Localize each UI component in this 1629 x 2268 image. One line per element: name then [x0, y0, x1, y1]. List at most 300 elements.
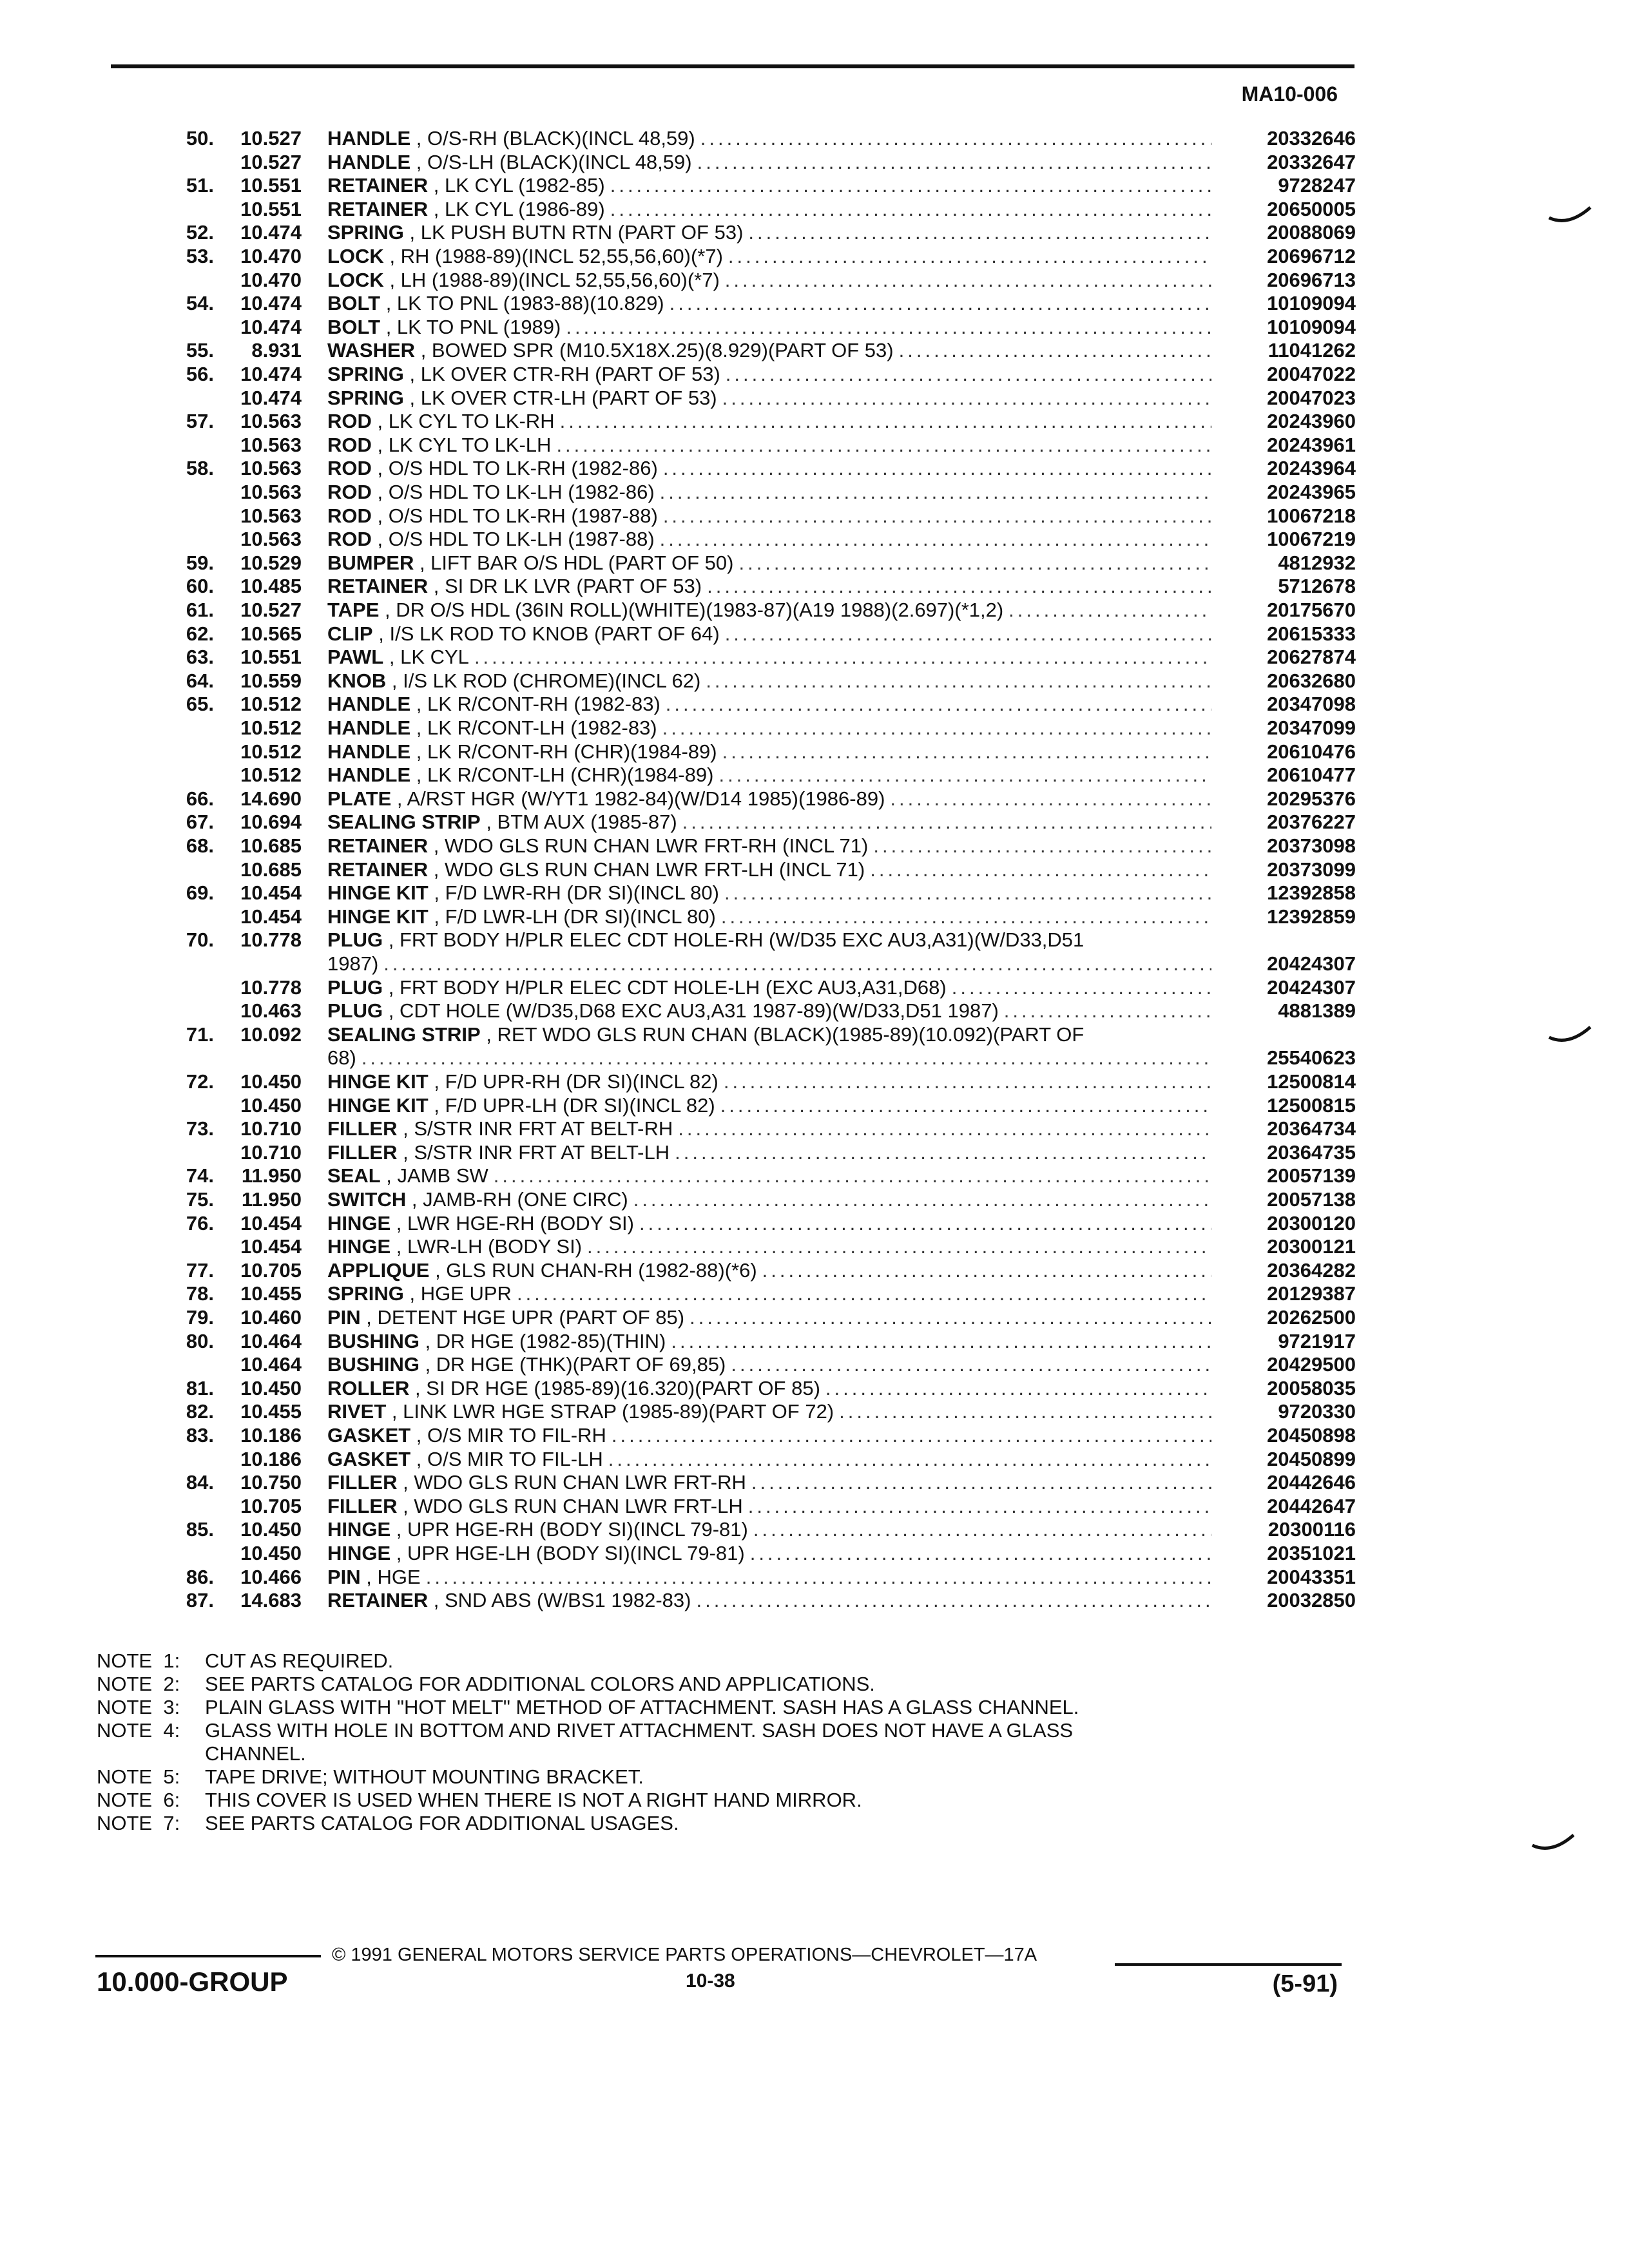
leader-dots — [610, 174, 1211, 197]
group-number: 10.694 — [240, 811, 302, 834]
part-description — [327, 198, 1211, 221]
leader-dots — [726, 363, 1211, 386]
part-description — [327, 1495, 1211, 1518]
part-description — [327, 292, 1211, 315]
part-name: BOLT — [327, 315, 381, 338]
part-row — [0, 834, 1629, 858]
part-detail: , GLS RUN CHAN-RH (1982-88)(*6) — [429, 1258, 757, 1282]
group-number: 10.685 — [240, 834, 302, 857]
part-description — [327, 740, 1211, 764]
note-label: NOTE 7: — [97, 1812, 180, 1834]
part-name: ROD — [327, 433, 372, 456]
part-row — [0, 1542, 1629, 1565]
part-detail: , JAMB-RH (ONE CIRC) — [406, 1188, 628, 1211]
part-row — [0, 1094, 1629, 1117]
part-name: RIVET — [327, 1400, 387, 1423]
part-row — [0, 1164, 1629, 1187]
part-number: 20295376 — [1267, 787, 1356, 810]
part-description — [327, 174, 1211, 197]
leader-dots — [748, 221, 1211, 244]
part-number: 20424307 — [1267, 975, 1356, 999]
part-detail: , WDO GLS RUN CHAN LWR FRT-RH (INCL 71) — [428, 834, 869, 857]
leader-dots — [426, 1566, 1211, 1589]
part-row — [0, 1589, 1629, 1612]
part-row — [0, 1377, 1629, 1400]
note-label: NOTE 4: — [97, 1719, 180, 1742]
part-number: 12392859 — [1267, 905, 1356, 928]
part-number: 20300120 — [1267, 1211, 1356, 1235]
part-description — [327, 387, 1211, 410]
part-row — [0, 976, 1629, 999]
part-number: 25540623 — [1267, 1046, 1356, 1070]
part-name: RETAINER — [327, 1589, 429, 1612]
part-detail: , I/S LK ROD TO KNOB (PART OF 64) — [372, 622, 720, 645]
leader-dots — [722, 387, 1211, 410]
part-description — [327, 646, 1211, 669]
group-number: 10.563 — [240, 410, 302, 433]
part-number: 20373099 — [1267, 858, 1356, 881]
leader-dots — [660, 528, 1211, 551]
part-description — [327, 976, 1211, 999]
part-name: PIN — [327, 1306, 361, 1329]
part-detail: , I/S LK ROD (CHROME)(INCL 62) — [386, 669, 701, 692]
part-description — [327, 1518, 1211, 1541]
group-number: 10.460 — [240, 1306, 302, 1329]
part-description — [327, 858, 1211, 881]
part-detail: , F/D LWR-RH (DR SI)(INCL 80) — [428, 881, 719, 905]
part-row — [0, 1070, 1629, 1093]
page-number: 10-38 — [686, 1970, 735, 1992]
part-description — [327, 151, 1211, 174]
item-number: 83. — [186, 1424, 214, 1446]
part-description — [327, 1424, 1211, 1447]
group-number: 10.529 — [240, 551, 302, 574]
part-detail: , WDO GLS RUN CHAN LWR FRT-LH — [397, 1494, 743, 1517]
leader-dots — [663, 457, 1211, 480]
group-number: 10.474 — [240, 292, 302, 315]
leader-dots — [566, 316, 1211, 339]
note-text: CUT AS REQUIRED. — [205, 1649, 394, 1672]
leader-dots — [873, 834, 1211, 858]
part-name: SWITCH — [327, 1188, 407, 1211]
group-number: 10.186 — [240, 1447, 302, 1470]
part-detail: , UPR HGE-RH (BODY SI)(INCL 79-81) — [390, 1518, 748, 1541]
part-detail: , LK R/CONT-LH (CHR)(1984-89) — [410, 764, 714, 787]
part-name: SPRING — [327, 363, 404, 385]
part-row — [0, 740, 1629, 764]
part-row — [0, 1141, 1629, 1164]
part-number: 12392858 — [1267, 881, 1356, 905]
group-number: 10.563 — [240, 504, 302, 527]
group-number: 10.685 — [240, 858, 302, 881]
part-detail: , RET WDO GLS RUN CHAN (BLACK)(1985-89)(10.092)(PART OF — [480, 1023, 1084, 1046]
part-name: HINGE — [327, 1542, 391, 1564]
part-name: LOCK — [327, 268, 384, 291]
group-number: 10.466 — [240, 1565, 302, 1588]
part-name: RETAINER — [327, 858, 429, 881]
part-detail: , LK CYL TO LK-RH — [371, 410, 555, 433]
part-detail: , HGE — [360, 1565, 421, 1588]
item-number: 63. — [186, 646, 214, 669]
part-detail: , O/S HDL TO LK-LH (1982-86) — [371, 481, 655, 503]
part-number: 4812932 — [1278, 551, 1356, 574]
part-detail: , BOWED SPR (M10.5X18X.25)(8.929)(PART OF 53) — [415, 339, 894, 362]
part-number: 20262500 — [1267, 1306, 1356, 1329]
part-name: HINGE KIT — [327, 1093, 429, 1117]
part-description — [327, 1023, 1211, 1046]
part-name: TAPE — [327, 599, 380, 621]
part-name: LOCK — [327, 245, 384, 267]
group-label: 10.000-GROUP — [97, 1966, 288, 1997]
item-number: 60. — [186, 575, 214, 598]
item-number: 66. — [186, 787, 214, 810]
part-number: 20442647 — [1267, 1494, 1356, 1517]
part-name: KNOB — [327, 669, 387, 692]
part-description — [327, 1070, 1211, 1093]
item-number: 64. — [186, 669, 214, 692]
leader-dots — [753, 1518, 1211, 1541]
part-detail: , LK CYL TO LK-LH — [371, 433, 552, 456]
leader-dots — [725, 622, 1211, 646]
part-detail: , LK PUSH BUTN RTN (PART OF 53) — [403, 221, 744, 244]
group-number: 10.470 — [240, 268, 302, 291]
part-detail: , SI DR LK LVR (PART OF 53) — [428, 575, 702, 598]
item-number: 59. — [186, 551, 214, 574]
part-description — [327, 434, 1211, 457]
part-name: HINGE — [327, 1235, 391, 1258]
part-detail: , RH (1988-89)(INCL 52,55,56,60)(*7) — [383, 245, 723, 267]
part-row — [0, 174, 1629, 197]
part-number: 20424307 — [1267, 952, 1356, 975]
leader-dots — [720, 1094, 1211, 1117]
part-detail: , LK CYL (1986-89) — [428, 197, 605, 220]
item-number: 52. — [186, 221, 214, 244]
part-number: 20442646 — [1267, 1471, 1356, 1494]
part-name: RETAINER — [327, 834, 429, 857]
leader-dots — [608, 1448, 1211, 1471]
leader-dots — [689, 1306, 1211, 1329]
part-row — [0, 1259, 1629, 1282]
part-detail: , LINK LWR HGE STRAP (1985-89)(PART OF 72) — [386, 1400, 834, 1423]
part-name: PIN — [327, 1565, 361, 1588]
group-number: 10.778 — [240, 975, 302, 999]
note-item — [97, 1789, 1385, 1812]
part-name: RETAINER — [327, 575, 429, 598]
note-label: NOTE 3: — [97, 1696, 180, 1718]
part-number: 20376227 — [1267, 811, 1356, 834]
leader-dots — [361, 1046, 1211, 1070]
part-description — [327, 999, 1211, 1023]
note-text: SEE PARTS CATALOG FOR ADDITIONAL COLORS AND APPLICATIONS. — [205, 1673, 875, 1695]
note-item — [97, 1812, 1385, 1835]
part-name: SEAL — [327, 1164, 381, 1187]
leader-dots — [660, 481, 1211, 504]
leader-dots — [663, 505, 1211, 528]
part-number: 20047023 — [1267, 386, 1356, 409]
binder-hole-mark-icon — [1531, 1832, 1576, 1854]
item-number: 72. — [186, 1070, 214, 1093]
item-number: 56. — [186, 363, 214, 385]
part-row — [0, 1306, 1629, 1329]
part-number: 20047022 — [1267, 363, 1356, 385]
group-number: 10.470 — [240, 245, 302, 267]
part-number: 20450899 — [1267, 1447, 1356, 1470]
part-detail: , LK R/CONT-RH (1982-83) — [410, 693, 660, 716]
note-item — [97, 1673, 1385, 1696]
note-item — [97, 1765, 1385, 1789]
part-row — [0, 999, 1629, 1023]
part-row — [0, 1495, 1629, 1518]
leader-dots — [666, 693, 1211, 716]
leader-dots — [700, 127, 1211, 150]
group-number: 10.710 — [240, 1117, 302, 1140]
group-number: 10.563 — [240, 481, 302, 503]
part-description — [327, 1235, 1211, 1258]
part-number: 20450898 — [1267, 1424, 1356, 1446]
part-description — [327, 834, 1211, 858]
part-name: HANDLE — [327, 764, 411, 787]
leader-dots — [738, 552, 1211, 575]
part-name: PLUG — [327, 999, 383, 1023]
part-number: 20373098 — [1267, 834, 1356, 857]
part-name: BUMPER — [327, 551, 414, 574]
item-number: 67. — [186, 811, 214, 834]
part-name: SPRING — [327, 1282, 404, 1305]
group-number: 10.092 — [240, 1023, 302, 1046]
part-row — [0, 693, 1629, 716]
part-number: 20332646 — [1267, 127, 1356, 149]
part-description — [327, 363, 1211, 386]
part-description — [327, 457, 1211, 480]
group-number: 10.778 — [240, 928, 302, 952]
group-number: 10.563 — [240, 433, 302, 456]
leader-dots — [825, 1377, 1211, 1400]
part-number: 20650005 — [1267, 197, 1356, 220]
part-row — [0, 552, 1629, 575]
item-number: 76. — [186, 1211, 214, 1235]
part-row — [0, 1235, 1629, 1258]
leader-dots — [383, 952, 1211, 975]
item-number: 74. — [186, 1164, 214, 1187]
leader-dots — [724, 1070, 1211, 1093]
part-name: HANDLE — [327, 716, 411, 739]
page-code: MA10-006 — [1241, 82, 1338, 106]
note-text: PLAIN GLASS WITH "HOT MELT" METHOD OF ATTACHMENT. SASH HAS A GLASS CHANNEL. — [205, 1696, 1079, 1718]
leader-dots — [725, 269, 1211, 292]
part-number: 5712678 — [1278, 575, 1356, 598]
part-detail: , S/STR INR FRT AT BELT-LH — [397, 1140, 670, 1164]
group-number: 10.455 — [240, 1282, 302, 1305]
part-name: ROD — [327, 504, 372, 527]
part-name: GASKET — [327, 1424, 411, 1446]
part-description — [327, 505, 1211, 528]
note-item — [97, 1649, 1385, 1673]
leader-dots — [890, 787, 1211, 811]
part-description — [327, 1212, 1211, 1235]
part-detail: 1987) — [327, 952, 379, 975]
group-number: 10.512 — [240, 693, 302, 716]
item-number: 70. — [186, 928, 214, 952]
part-description — [327, 410, 1211, 433]
part-row — [0, 1330, 1629, 1353]
group-number: 10.450 — [240, 1542, 302, 1564]
part-detail: , LK OVER CTR-RH (PART OF 53) — [403, 363, 720, 385]
part-number: 20243964 — [1267, 457, 1356, 480]
part-description — [327, 669, 1211, 693]
leader-dots — [560, 410, 1211, 433]
group-number: 10.512 — [240, 716, 302, 739]
footer-rule-left — [95, 1955, 321, 1957]
item-number: 51. — [186, 174, 214, 197]
part-detail: , LK CYL (1982-85) — [428, 174, 605, 197]
item-number: 86. — [186, 1565, 214, 1588]
group-number: 10.463 — [240, 999, 302, 1023]
part-detail: , FRT BODY H/PLR ELEC CDT HOLE-RH (W/D35 EXC AU3,A31)(W/D33,D51 — [383, 928, 1084, 952]
group-number: 10.450 — [240, 1070, 302, 1093]
part-description — [327, 1400, 1211, 1423]
part-row — [0, 622, 1629, 646]
group-number: 8.931 — [251, 339, 302, 362]
part-number: 20332647 — [1267, 150, 1356, 173]
part-description — [327, 693, 1211, 716]
part-row — [0, 198, 1629, 221]
leader-dots — [722, 740, 1211, 764]
part-detail: , DETENT HGE UPR (PART OF 85) — [360, 1306, 685, 1329]
part-row — [0, 410, 1629, 433]
part-name: ROD — [327, 481, 372, 503]
group-number: 10.565 — [240, 622, 302, 645]
leader-dots — [610, 198, 1211, 221]
leader-dots — [682, 811, 1211, 834]
part-detail: , BTM AUX (1985-87) — [480, 811, 677, 834]
part-description — [327, 811, 1211, 834]
part-description — [327, 599, 1211, 622]
item-number: 87. — [186, 1589, 214, 1612]
part-number: 20351021 — [1267, 1542, 1356, 1564]
leader-dots — [724, 881, 1211, 905]
part-number: 20615333 — [1267, 622, 1356, 645]
part-detail: , LK TO PNL (1989) — [380, 315, 561, 338]
part-row — [0, 952, 1629, 975]
item-number: 77. — [186, 1258, 214, 1282]
part-description — [327, 1330, 1211, 1353]
footer-rule-right — [1115, 1963, 1342, 1966]
part-number: 20243960 — [1267, 410, 1356, 433]
part-number: 20364735 — [1267, 1140, 1356, 1164]
part-number: 20300116 — [1268, 1518, 1356, 1541]
part-row — [0, 434, 1629, 457]
part-number: 20610476 — [1267, 740, 1356, 763]
part-detail: , LK TO PNL (1983-88)(10.829) — [380, 292, 664, 315]
part-detail: , F/D UPR-RH (DR SI)(INCL 82) — [428, 1070, 718, 1093]
leader-dots — [1008, 599, 1211, 622]
part-number: 20429500 — [1267, 1353, 1356, 1376]
item-number: 81. — [186, 1376, 214, 1399]
item-number: 54. — [186, 292, 214, 315]
group-number: 10.551 — [240, 646, 302, 669]
group-number: 10.454 — [240, 905, 302, 928]
part-number: 20696712 — [1267, 245, 1356, 267]
part-description — [327, 127, 1211, 150]
part-number: 20610477 — [1267, 764, 1356, 787]
part-row — [0, 221, 1629, 244]
leader-dots — [662, 716, 1211, 740]
part-name: APPLIQUE — [327, 1258, 430, 1282]
part-row — [0, 669, 1629, 693]
part-detail: 68) — [327, 1046, 356, 1070]
item-number: 58. — [186, 457, 214, 480]
item-number: 73. — [186, 1117, 214, 1140]
item-number: 68. — [186, 834, 214, 857]
part-number: 10067219 — [1267, 528, 1356, 551]
part-description — [327, 881, 1211, 905]
part-detail: , DR HGE (THK)(PART OF 69,85) — [419, 1353, 726, 1376]
part-detail: , WDO GLS RUN CHAN LWR FRT-LH (INCL 71) — [428, 858, 865, 881]
part-row — [0, 575, 1629, 598]
leader-dots — [870, 858, 1211, 881]
part-detail: , LH (1988-89)(INCL 52,55,56,60)(*7) — [383, 268, 720, 291]
part-name: SPRING — [327, 221, 404, 244]
part-name: HINGE — [327, 1211, 391, 1235]
part-detail: , S/STR INR FRT AT BELT-RH — [397, 1117, 673, 1140]
item-number: 55. — [186, 339, 214, 362]
part-row — [0, 881, 1629, 905]
part-description — [327, 764, 1211, 787]
part-detail: , FRT BODY H/PLR ELEC CDT HOLE-LH (EXC AU3,A31,D68) — [383, 975, 947, 999]
part-description — [327, 1448, 1211, 1471]
part-row — [0, 928, 1629, 952]
part-number: 20627874 — [1267, 646, 1356, 669]
part-description — [327, 1471, 1211, 1494]
part-row — [0, 363, 1629, 386]
item-number: 78. — [186, 1282, 214, 1305]
leader-dots — [639, 1212, 1211, 1235]
part-description — [327, 316, 1211, 339]
part-description — [327, 1117, 1211, 1140]
group-number: 10.474 — [240, 221, 302, 244]
leader-dots — [751, 1471, 1211, 1494]
part-name: WASHER — [327, 339, 416, 362]
part-description — [327, 1046, 1211, 1070]
part-name: HANDLE — [327, 740, 411, 763]
item-number: 75. — [186, 1188, 214, 1211]
leader-dots — [675, 1141, 1211, 1164]
part-row — [0, 481, 1629, 504]
header-rule — [111, 64, 1354, 68]
part-number: 20043351 — [1267, 1565, 1356, 1588]
part-name: SEALING STRIP — [327, 811, 481, 834]
part-number: 20057139 — [1267, 1164, 1356, 1187]
part-name: HANDLE — [327, 150, 411, 173]
part-row — [0, 1188, 1629, 1211]
part-row — [0, 245, 1629, 268]
part-row — [0, 1400, 1629, 1423]
leader-dots — [762, 1259, 1211, 1282]
leader-dots — [728, 245, 1211, 268]
note-label: NOTE 6: — [97, 1789, 180, 1811]
part-detail: , O/S-RH (BLACK)(INCL 48,59) — [410, 127, 695, 149]
part-description — [327, 787, 1211, 811]
part-description — [327, 622, 1211, 646]
part-detail: , LWR HGE-RH (BODY SI) — [390, 1211, 634, 1235]
group-number: 10.464 — [240, 1329, 302, 1352]
part-number: 20175670 — [1267, 599, 1356, 621]
part-name: FILLER — [327, 1494, 398, 1517]
item-number: 69. — [186, 881, 214, 905]
leader-dots — [517, 1282, 1211, 1305]
part-row — [0, 858, 1629, 881]
group-number: 10.710 — [240, 1140, 302, 1164]
